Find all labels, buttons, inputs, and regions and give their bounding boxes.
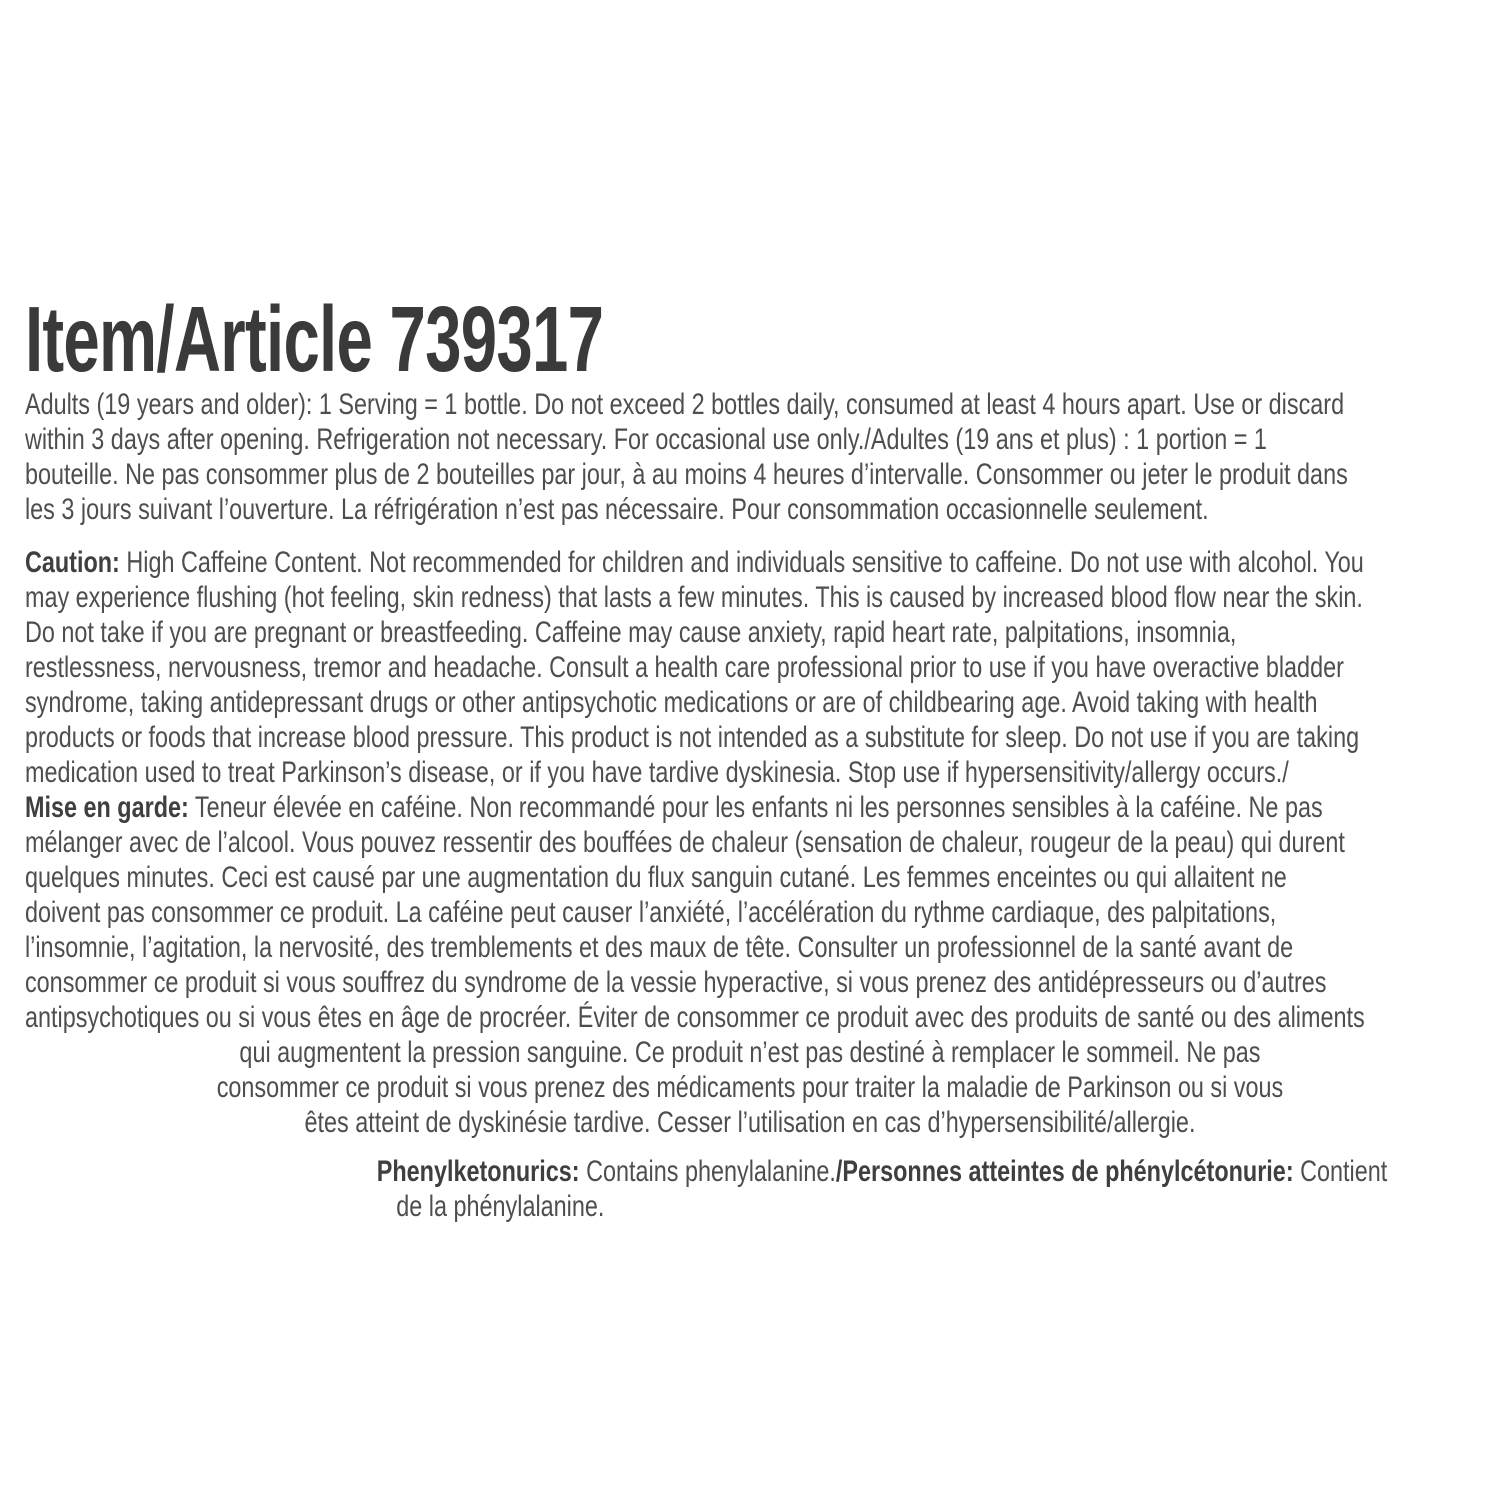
dosage-line: Adults (19 years and older): 1 Serving = 1 bottle. Do not exceed 2 bottles daily, consumed at least 4 hours apart. Use or discard: [24, 388, 1345, 421]
caution-line: qui augmentent la pression sanguine. Ce produit n’est pas destiné à remplacer le sommeil. Ne pas: [239, 1036, 1261, 1069]
caution-line: quelques minutes. Ceci est causé par une augmentation du flux sanguin cutané. Les femmes enceintes ou qui allaitent ne: [24, 861, 1287, 894]
phenylketonurics-line: de la phénylalanine.: [396, 1190, 605, 1223]
dosage-paragraph: [0, 387, 1500, 527]
caution-line: consommer ce produit si vous souffrez du syndrome de la vessie hyperactive, si vous prenez des antidépresseurs ou d’autres: [24, 966, 1327, 999]
caution-line: Do not take if you are pregnant or breastfeeding. Caffeine may cause anxiety, rapid heart rate, palpitations, insomnia,: [24, 616, 1237, 649]
caution-label-en: Caution:: [24, 546, 120, 579]
caution-line: [0, 545, 1500, 580]
caution-line: mélanger avec de l’alcool. Vous pouvez ressentir des bouffées de chaleur (sensation de chaleur, rougeur de la peau) qui durent: [24, 826, 1345, 859]
dosage-line: bouteille. Ne pas consommer plus de 2 bouteilles par jour, à au moins 4 heures d’intervalle. Consommer ou jeter le produit dans: [24, 458, 1348, 491]
caution-line: [0, 790, 1500, 825]
caution-line: doivent pas consommer ce produit. La caféine peut causer l’anxiété, l’accélération du rythme cardiaque, des palpitations,: [24, 896, 1277, 929]
caution-label-fr: Mise en garde:: [24, 791, 189, 824]
caution-line: medication used to treat Parkinson’s disease, or if you have tardive dyskinesia. Stop use if hypersensitivity/allergy occurs./: [24, 756, 1289, 789]
phenylketonurics-text-fr: Contient: [1293, 1155, 1388, 1188]
caution-line: products or foods that increase blood pressure. This product is not intended as a substitute for sleep. Do not use if you are taking: [24, 721, 1360, 754]
caution-line: êtes atteint de dyskinésie tardive. Cesser l’utilisation en cas d’hypersensibilité/allergie.: [304, 1106, 1196, 1139]
phenylketonurics-line: [0, 1154, 1500, 1189]
dosage-line: within 3 days after opening. Refrigeration not necessary. For occasional use only./Adultes (19 ans et plus) : 1 portion = 1: [24, 423, 1267, 456]
caution-line: l’insomnie, l’agitation, la nervosité, des tremblements et des maux de tête. Consulter un professionnel de la santé avant de: [24, 931, 1294, 964]
caution-line-text: High Caffeine Content. Not recommended for children and individuals sensitive to caffeine. Do not use with alcohol. You: [119, 546, 1364, 579]
caution-paragraph: [0, 545, 1500, 1140]
phenylketonurics-paragraph: [0, 1154, 1500, 1224]
phenylketonurics-label-en: Phenylketonurics:: [376, 1155, 580, 1188]
phenylketonurics-text-en: Contains phenylalanine.: [579, 1155, 836, 1188]
item-number-title: Item/Article 739317: [24, 287, 604, 391]
caution-line: restlessness, nervousness, tremor and headache. Consult a health care professional prior to use if you have overactive bladder: [24, 651, 1344, 684]
dosage-line: les 3 jours suivant l’ouverture. La réfrigération n’est pas nécessaire. Pour consommation occasionnelle seulement.: [24, 493, 1209, 526]
caution-line: consommer ce produit si vous prenez des médicaments pour traiter la maladie de Parkinson ou si vous: [216, 1071, 1284, 1104]
caution-line: antipsychotiques ou si vous êtes en âge de procréer. Éviter de consommer ce produit avec des produits de santé ou des aliments: [24, 1001, 1365, 1034]
caution-line: syndrome, taking antidepressant drugs or other antipsychotic medications or are of childbearing age. Avoid taking with health: [24, 686, 1318, 719]
caution-line-text: Teneur élevée en caféine. Non recommandé pour les enfants ni les personnes sensibles à la caféine. Ne pas: [188, 791, 1323, 824]
caution-line: may experience flushing (hot feeling, skin redness) that lasts a few minutes. This is caused by increased blood flow near the skin.: [24, 581, 1363, 614]
phenylketonurics-label-fr: /Personnes atteintes de phénylcétonurie:: [835, 1155, 1294, 1188]
